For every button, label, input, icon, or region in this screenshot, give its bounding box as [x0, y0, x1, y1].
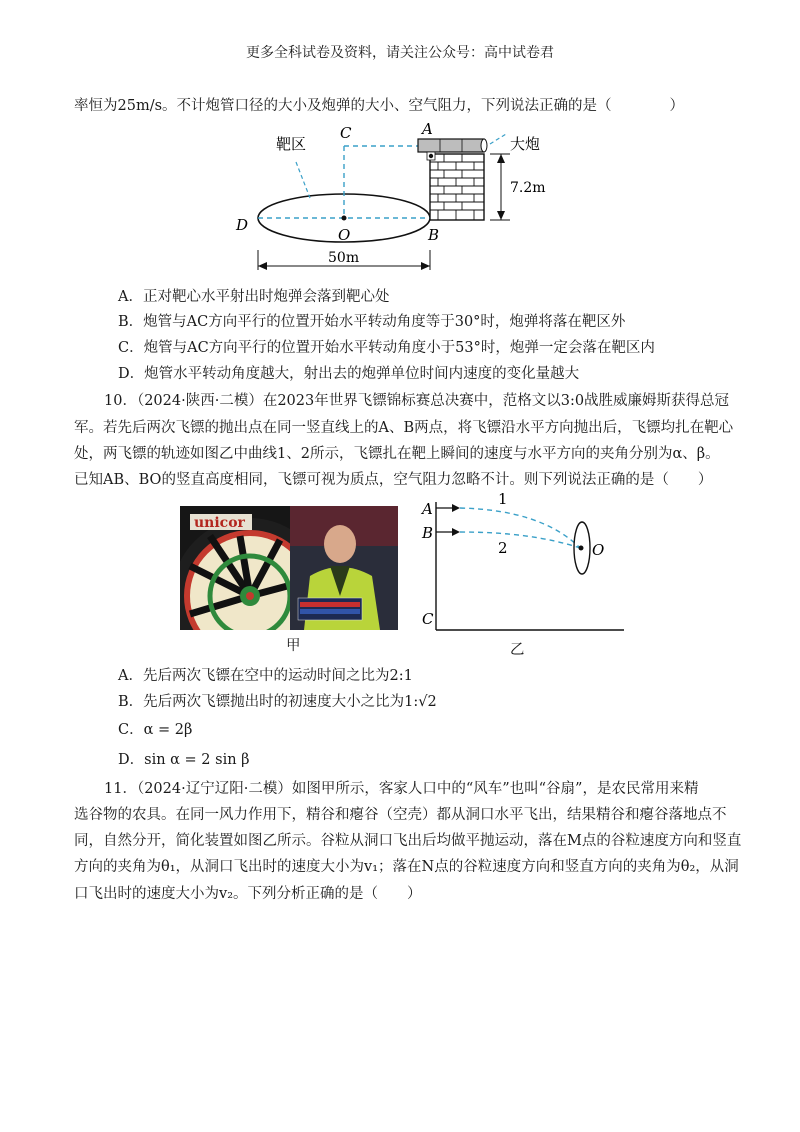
q10-photo: [180, 506, 398, 630]
page-header: 更多全科试卷及资料，请关注公众号：高中试卷君: [246, 45, 554, 61]
q10-line-4: 已知AB、BO的竖直高度相同，飞镖可视为质点，空气阻力忽略不计。则下列说法正确的是（ ）: [74, 472, 713, 488]
label-height: 7.2m: [510, 180, 546, 196]
label-o: O: [592, 541, 605, 559]
q10-caption-left: 甲: [286, 638, 301, 654]
q10-option-c: C．α = 2β: [118, 722, 193, 738]
label-a: A: [422, 120, 433, 138]
label-b: B: [422, 524, 434, 542]
q10-diagram: [412, 486, 652, 636]
q9-stem-tail: 率恒为25m/s。不计炮管口径的大小及炮弹的大小、空气阻力，下列说法正确的是（ ）: [74, 98, 685, 114]
label-o: O: [338, 226, 351, 244]
brick-tower: [430, 154, 484, 220]
label-curve-1: 1: [498, 490, 508, 508]
label-cannon: 大炮: [510, 135, 541, 153]
label-c: C: [422, 610, 434, 628]
q10-option-b: B．先后两次飞镖抛出时的初速度大小之比为1:√2: [118, 694, 437, 710]
cannon-pointer: [490, 134, 506, 144]
q9-figure: [0, 118, 800, 278]
label-target: 靶区: [276, 135, 307, 153]
q10-line-1: 10．（2024·陕西·二模）在2023年世界飞镖锦标赛总决赛中，范格文以3:0战胜威廉姆斯获得总冠: [104, 393, 730, 409]
curve-2: [460, 532, 580, 548]
q10-line-2: 军。若先后两次飞镖的抛出点在同一竖直线上的A、B两点，将飞镖沿水平方向抛出后，飞镖均扎在靶心: [74, 420, 734, 436]
curve-1: [460, 508, 580, 548]
q11-line-3: 同，自然分开，简化装置如图乙所示。谷粒从洞口飞出后均做平抛运动，落在M点的谷粒速度方向和竖直: [74, 833, 742, 849]
label-width: 50m: [328, 250, 360, 266]
point-o: [342, 216, 347, 221]
q9-option-b: B．炮管与AC方向平行的位置开始水平转动角度等于30°时，炮弹将落在靶区外: [118, 314, 626, 330]
label-d: D: [236, 216, 249, 234]
q9-option-c: C．炮管与AC方向平行的位置开始水平转动角度小于53°时，炮弹一定会落在靶区内: [118, 340, 655, 356]
target-pointer: [296, 162, 310, 198]
q10-caption-right: 乙: [510, 642, 525, 658]
q11-line-2: 选谷物的农具。在同一风力作用下，精谷和瘪谷（空壳）都从洞口水平飞出，结果精谷和瘪谷落地点不: [74, 807, 727, 823]
q11-line-4: 方向的夹角为θ₁，从洞口飞出时的速度大小为v₁；落在N点的谷粒速度方向和竖直方向的夹角为θ₂，从洞: [74, 859, 739, 875]
label-a: A: [422, 500, 433, 518]
q9-option-d: D．炮管水平转动角度越大，射出去的炮弹单位时间内速度的变化量越大: [118, 366, 580, 382]
label-c: C: [340, 124, 352, 142]
q9-option-a: A．正对靶心水平射出时炮弹会落到靶心处: [118, 289, 390, 305]
q10-line-3: 处，两飞镖的轨迹如图乙中曲线1、2所示，飞镖扎在靶上瞬间的速度与水平方向的夹角分别为α、β。: [74, 446, 720, 462]
label-b: B: [428, 226, 440, 244]
label-curve-2: 2: [498, 539, 508, 557]
q10-option-a: A．先后两次飞镖在空中的运动时间之比为2:1: [118, 668, 413, 684]
q10-option-d: D．sin α = 2 sin β: [118, 752, 250, 768]
q11-line-1: 11．（2024·辽宁辽阳·二模）如图甲所示，客家人口中的“风车”也叫“谷扇”，是农民常用来精: [104, 781, 699, 797]
photo-logo: unicor: [194, 515, 245, 531]
point-o: [579, 546, 584, 551]
q11-line-5: 口飞出时的速度大小为v₂。下列分析正确的是（ ）: [74, 886, 422, 902]
